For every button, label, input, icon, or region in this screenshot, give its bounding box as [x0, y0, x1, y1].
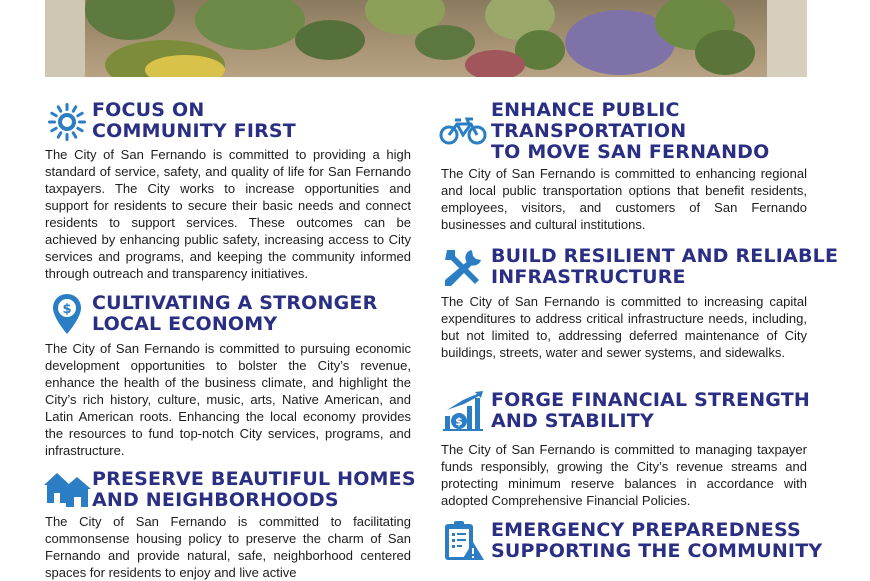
garden-photo	[45, 0, 807, 77]
section-body: The City of San Fernando is committed to increasing capital expenditures to address critical infrastructure needs, including, but not limited to, addressing deferred maintenance of City buildings, streets, water and sewer systems, and sidewalks.	[441, 294, 807, 360]
section-title: FORGE FINANCIAL STRENGTH AND STABILITY	[491, 389, 811, 432]
clipboard-alert-icon	[443, 520, 485, 562]
bicycle-icon	[439, 116, 487, 146]
section-body: The City of San Fernando is committed to pursuing economic development opportunities to bolster the City’s revenue, enhance the health of the business climate, and highlight the City’s rich history, culture, music, arts, Native American, and Latin American roots. Enhancing the local economy provides the resources to fund top-notch City services, programs, and infrastructure.	[45, 341, 411, 458]
dollar-pin-icon	[51, 293, 83, 335]
section-body: The City of San Fernando is committed to managing taxpayer funds responsibly, growing the City’s revenue streams and protecting minimum reserve balances in accordance with adopted Comprehensive Financial Policies.	[441, 442, 807, 508]
section-title: CULTIVATING A STRONGER LOCAL ECONOMY	[92, 292, 378, 335]
section-emergency-preparedness	[441, 519, 823, 570]
section-title: ENHANCE PUBLIC TRANSPORTATION TO MOVE SAN FERNANDO	[491, 99, 770, 163]
section-public-transportation	[441, 100, 807, 240]
section-infrastructure	[441, 245, 839, 386]
section-title: EMERGENCY PREPAREDNESS SUPPORTING THE COMMUNITY	[491, 519, 823, 562]
section-body: The City of San Fernando is committed to providing a high standard of service, safety, and quality of life for San Fernando taxpayers. The City works to increase opportunities and support for residents to secure their basic needs and connect residents to support services. These outcomes can be achieved by enhancing public safety, increasing access to City services and programs, and keeping the community informed through outreach and transparency initiatives.	[45, 147, 411, 281]
section-homes-neighborhoods	[45, 467, 416, 580]
section-financial-strength	[441, 389, 811, 510]
tools-icon	[441, 248, 485, 288]
section-title: PRESERVE BEAUTIFUL HOMES AND NEIGHBORHOODS	[92, 468, 416, 511]
section-title: BUILD RESILIENT AND RELIABLE INFRASTRUCTURE	[491, 245, 839, 288]
section-body: The City of San Fernando is committed to facilitating commonsense housing policy to preserve the charm of San Fernando and provide natural, safe, neighborhood centered spaces for residents to enjoy and live active	[45, 514, 411, 580]
section-community-first	[45, 100, 411, 285]
svg-text:$: $	[455, 415, 463, 428]
section-local-economy	[45, 293, 411, 463]
sunburst-icon	[47, 102, 87, 142]
svg-text:$: $	[62, 302, 72, 317]
section-body: The City of San Fernando is committed to enhancing regional and local public transportation options that benefit residents, employees, visitors, and customers of San Fernando businesses and cultural institutions.	[441, 166, 807, 232]
finance-chart-icon	[441, 390, 485, 432]
houses-icon	[43, 469, 91, 509]
section-title: FOCUS ON COMMUNITY FIRST	[92, 99, 296, 142]
